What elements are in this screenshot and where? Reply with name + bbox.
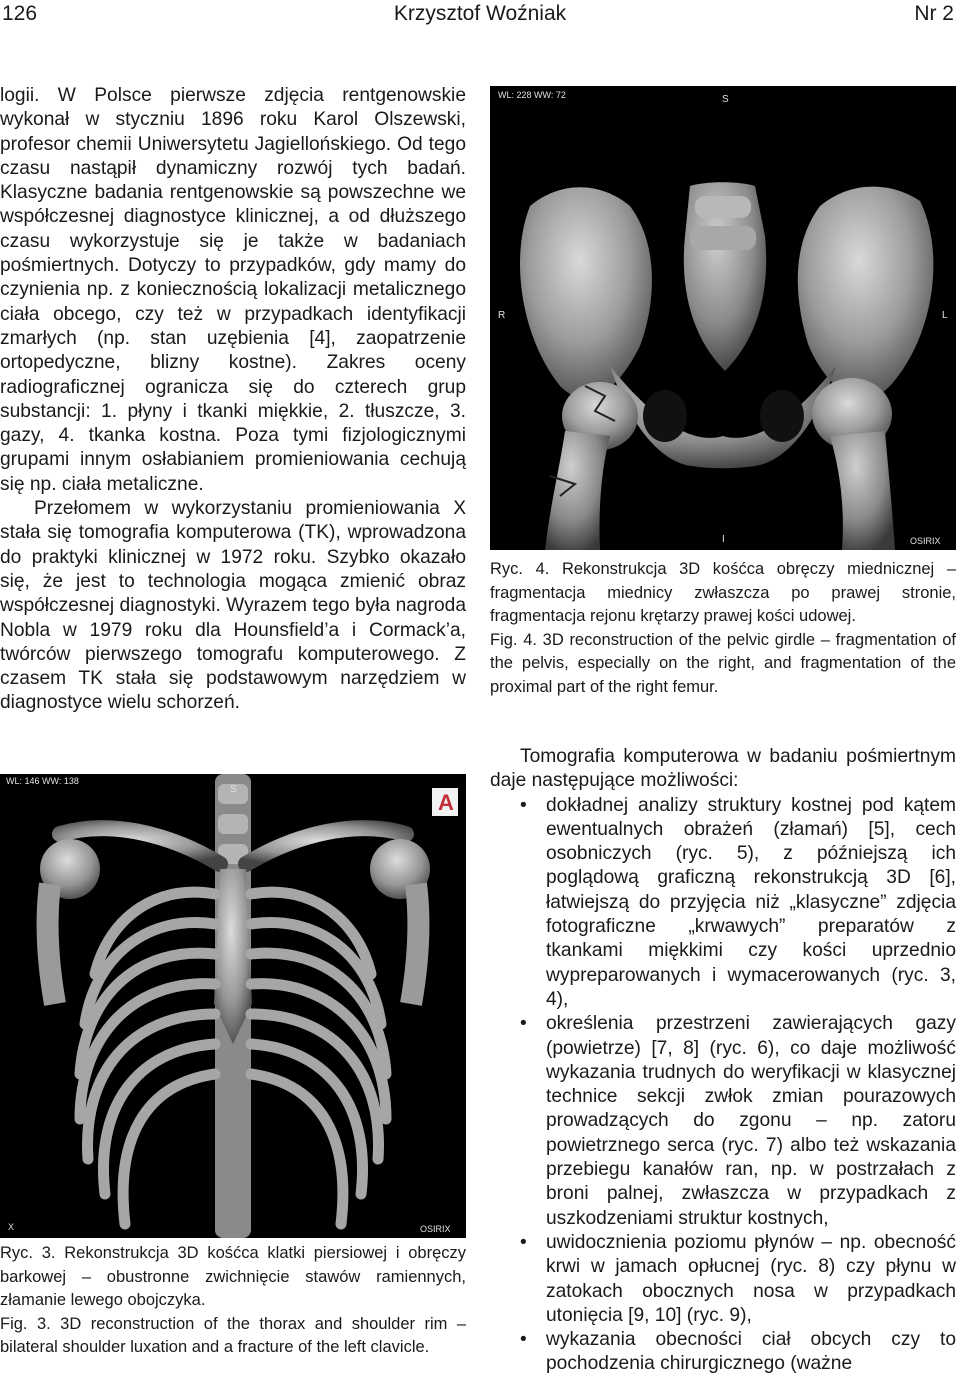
- list-item: [490, 1231, 956, 1328]
- list-item-text: określenia przestrzeni zawierających gazy (powietrze) [7, 8] (ryc. 6), co daje możliwość wykazania trudnych do weryfikacji w klasycznej technice sekcji zwłok zmian pourazowych prowadzących do zgonu – np. zatoru powietrznego serca (ryc. 7) albo też wskazania przebiegu kanałów ran, np. w postrzałach z broni palnej, zwłaszcza w przypadkach z uszkodzeniami struktur kostnych,: [546, 1013, 956, 1229]
- fig4-orient-right: L: [942, 310, 948, 321]
- fig3-orient-bottom: X: [8, 1222, 15, 1232]
- issue-number: Nr 2: [914, 2, 954, 25]
- thorax-reconstruction-graphic: [0, 774, 466, 1238]
- bullet-icon: •: [520, 1329, 527, 1351]
- figure-3-caption-pl: Ryc. 3. Rekonstrukcja 3D kośćca klatki piersiowej i obręczy barkowej – obustronne zwichnięcie stawów ramiennych, złamanie lewego obojczyka.: [0, 1244, 466, 1309]
- figure-4-caption-pl: Ryc. 4. Rekonstrukcja 3D kośćca obręczy miednicznej – fragmentacja miednicy zwłaszcza po prawej stronie, fragmentacja rejonu krętarzy prawej kości udowej.: [490, 560, 956, 625]
- fig3-wl-ww-readout: WL: 146 WW: 138: [6, 776, 79, 786]
- fig3-view-label: A: [438, 790, 454, 815]
- fig4-wl-ww-readout: WL: 228 WW: 72: [498, 90, 566, 100]
- bullet-icon: •: [520, 1013, 527, 1035]
- figure-3-thorax-image: [0, 774, 466, 1238]
- pelvis-reconstruction-graphic: [490, 86, 956, 550]
- bullet-icon: •: [520, 1231, 527, 1253]
- fig4-osirix-logo: OSIRIX: [910, 536, 941, 546]
- fig4-orient-bottom: I: [722, 534, 725, 545]
- fig4-orient-top: S: [722, 94, 729, 105]
- fig4-orient-left: R: [498, 310, 506, 321]
- bullet-icon: •: [520, 794, 527, 816]
- list-item-text: dokładnej analizy struktury kostnej pod kątem ewentualnych obrażeń (złamań) [5], cech osobniczych (ryc. 5), z późniejszą ich poglądową graficzną rekonstrukcją 3D [6], łatwiejszą do przyjęcia niż „klasyczne” zdjęcia fotograficzne „krwawych” preparatów z tkankami miękkimi czy kości uprzednio wypreparowanych i wymacerowanych (ryc. 3, 4),: [546, 794, 956, 1010]
- possibilities-list: [490, 794, 956, 1377]
- list-item: [490, 1012, 956, 1231]
- figure-3-caption-en: Fig. 3. 3D reconstruction of the thorax and shoulder rim – bilateral shoulder luxation and a fracture of the left clavicle.: [0, 1314, 466, 1356]
- figure-4-caption-en: Fig. 4. 3D reconstruction of the pelvic girdle – fragmentation of the pelvis, especially on the right, and fragmentation of the proximal part of the right femur.: [490, 630, 956, 696]
- page-number: 126: [2, 2, 38, 25]
- figure-4-pelvis-image: [490, 86, 956, 550]
- list-lead-paragraph: Tomografia komputerowa w badaniu pośmiertnym daje następujące możliwości:: [490, 746, 956, 792]
- figure-3-caption: [0, 1242, 466, 1360]
- list-item: [490, 794, 956, 1013]
- list-item-text: uwidocznienia poziomu płynów – np. obecność krwi w jamach opłucnej (ryc. 8) czy płynu w zatokach obocznych nosa w przypadkach utonięcia [9, 10] (ryc. 9),: [546, 1231, 956, 1326]
- list-item: [490, 1328, 956, 1377]
- paragraph-1: logii. W Polsce pierwsze zdjęcia rentgenowskie wykonał w styczniu 1896 roku Karol Olszewski, profesor chemii Uniwersytetu Jagiellońskiego. Od tego czasu nastąpił dynamiczny rozwój tych badań. Klasyczne badania rentgenowskie są powszechne we współczesnej diagnostyce klinicznej, a od dłuższego czasu wykorzystuje się je także w badaniach pośmiertnych. Dotyczy to przypadków, gdy mamy do czynienia np. z koniecznością lokalizacji metalicznego ciała obcego, czy też w przypadkach identyfikacji zmarłych (np. stan uzębienia [4], zaopatrzenie ortopedyczne, blizny kostne). Zakres oceny radiograficznej ogranicza się do czterech grup substancji: 1. płyny i tkanki miękkie, 2. tłuszcze, 3. gazy, 4. tkanka kostna. Poza tymi fizjologicznymi grupami innym osłabianiem promieniowania cechują się np. ciała metaliczne.: [0, 85, 466, 495]
- list-item-text: wykazania obecności ciał obcych czy to pochodzenia chirurgicznego (ważne: [546, 1329, 956, 1375]
- figure-4-caption: [490, 558, 956, 699]
- paragraph-2: Przełomem w wykorzystaniu promieniowania X stała się tomografia komputerowa (TK), wprowadzona do praktyki klinicznej w 1972 roku. Szybko okazało się, że jest to technologia mogąca zmienić obraz współczesnej diagnostyki. Wyrazem tego była nagroda Nobla w 1979 roku dla Hounsfield’a i Cormack’a, twórców pierwszego tomografu komputerowego. Z czasem TK stała się podstawowym narzędziem w diagnostyce wielu schorzeń.: [0, 498, 466, 714]
- right-text-column: [490, 745, 956, 1377]
- running-author: Krzysztof Woźniak: [393, 2, 567, 25]
- running-header: [0, 0, 960, 30]
- fig3-osirix-logo: OSIRIX: [420, 1224, 451, 1234]
- fig3-orient-top: S: [230, 784, 237, 795]
- left-text-column: [0, 84, 466, 716]
